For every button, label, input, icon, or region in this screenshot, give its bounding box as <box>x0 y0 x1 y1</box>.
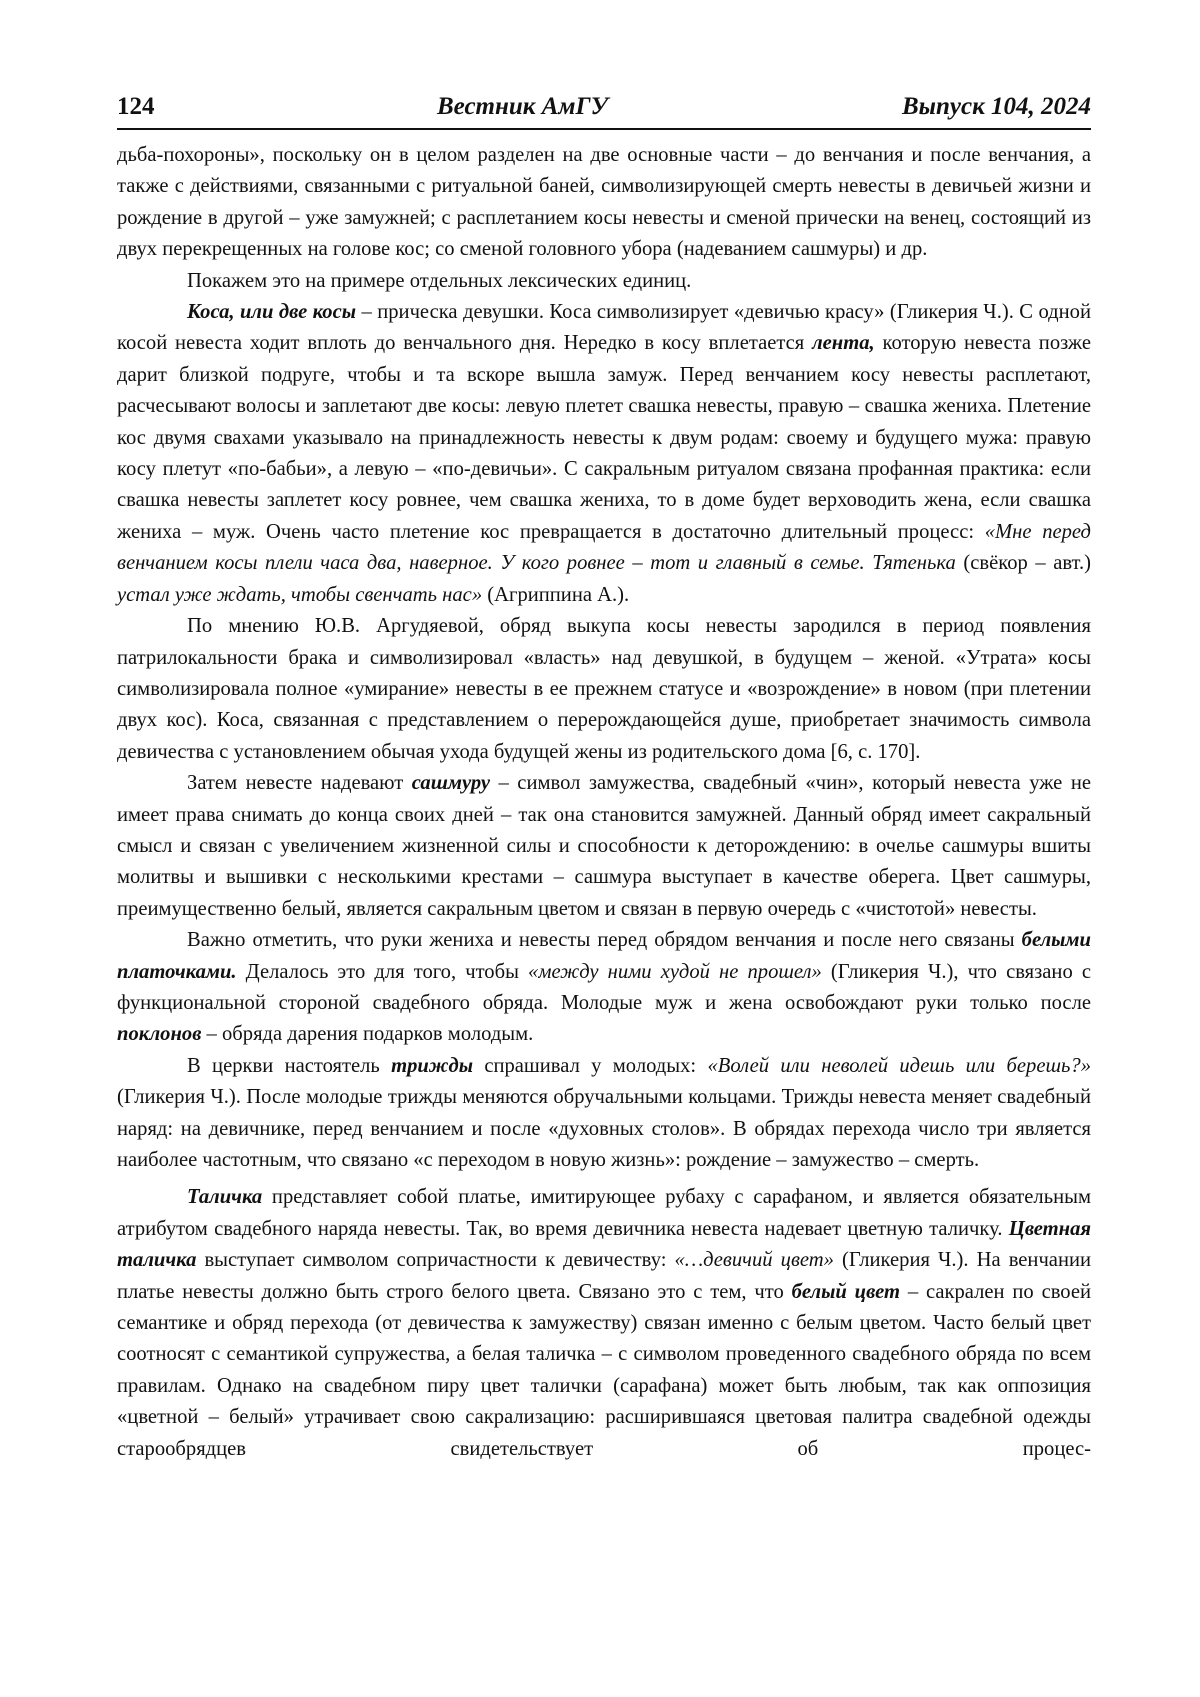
quote-italic: «…девичий цвет» <box>675 1249 834 1271</box>
text-run: выступает символом сопричастности к девичеству: <box>196 1249 674 1271</box>
paragraph-trizhdy <box>117 1051 1091 1177</box>
text-run: Покажем это на примере отдельных лексических единиц. <box>187 270 691 292</box>
term-highlight: поклонов <box>117 1023 201 1045</box>
text-run: (Агриппина А.). <box>482 584 629 606</box>
text-run: (свёкор – авт.) <box>956 552 1091 574</box>
text-run: – символ замужества, свадебный «чин», который невеста уже не имеет права снимать до конца своих дней – так она становится замужней. Данный обряд имеет сакральный смысл и связан с увеличением жизненной силы и способности к деторождению: в очелье сашмуры вшиты молитвы и вышивки с несколькими крестами – сашмура выступает в качестве оберега. Цвет сашмуры, преимущественно белый, является сакральным цветом и связан в первую очередь с «чистотой» невесты. <box>117 772 1091 920</box>
text-run: которую невеста позже дарит близкой подруге, чтобы и та вскоре вышла замуж. Перед венчанием косу невесты расплетают, расчесывают волосы и заплетают две косы: левую плетет свашка невесты, правую – свашка жениха. Плетение кос двумя свахами указывало на принадлежность невесты к двум родам: своему и будущего мужа: правую косу плетут «по-бабьи», а левую – «по-девичьи». С сакральным ритуалом связана профанная практика: если свашка невесты заплетет косу ровнее, чем свашка жениха, то в доме будет верховодить жена, если свашка жениха – муж. Очень часто плетение кос превращается в достаточно длительный процесс: <box>117 332 1091 542</box>
term-highlight: Таличка <box>187 1186 262 1208</box>
text-run: По мнению Ю.В. Аргудяевой, обряд выкупа косы невесты зародился в период появления патрилокальности брака и символизировал «власть» над девушкой, в будущем – женой. «Утрата» косы символизировала полное «умирание» невесты в ее прежнем статусе и «возрождение» в новом (при плетении двух кос). Коса, связанная с представлением о перерождающейся душе, приобретает значимость символа девичества с установлением обычая ухода будущей жены из родительского дома [6, с. 170]. <box>117 615 1091 763</box>
paragraph-argudyaeva <box>117 611 1091 768</box>
journal-title: Вестник АмГУ <box>437 90 608 124</box>
text-run: Важно отметить, что руки жениха и невесты перед обрядом венчания и после него связаны <box>187 929 1022 951</box>
paragraph-platochki <box>117 925 1091 1051</box>
quote-italic: «Мне перед венчанием косы плели часа два, наверное. У кого ровнее – тот и главный в семье. Тятенька <box>117 521 1091 574</box>
term-highlight: сашмуру <box>412 772 490 794</box>
text-run: представляет собой платье, имитирующее рубаху с сарафаном, и является обязательным атрибутом свадебного наряда невесты. Так, во время девичника невеста надевает цветную таличку. <box>117 1186 1091 1239</box>
term-highlight: лента, <box>812 332 875 354</box>
text-run: (Гликерия Ч.). После молодые трижды меняются обручальными кольцами. Трижды невеста меняет свадебный наряд: на девичнике, перед венчанием и после «духовных столов». В обрядах перехода число три является наиболее частотным, что связано «с переходом в новую жизнь»: рождение – замужество – смерть. <box>117 1086 1091 1171</box>
paragraph-kosa <box>117 297 1091 611</box>
text-run: – прическа девушки. Коса символизирует «девичью красу» (Гликерия Ч.). С одной косой невеста ходит вплоть до венчального дня. Нередко в косу вплетается <box>117 301 1091 354</box>
article-body <box>117 140 1091 1465</box>
text-run: В церкви настоятель <box>187 1055 391 1077</box>
text-run: Затем невесте надевают <box>187 772 412 794</box>
term-highlight: Цветная таличка <box>117 1218 1091 1271</box>
term-highlight: белый цвет <box>792 1281 900 1303</box>
text-run: дьба-похороны», поскольку он в целом разделен на две основные части – до венчания и после венчания, а также с действиями, связанными с ритуальной баней, символизирующей смерть невесты в девичьей жизни и рождение в другой – уже замужней; с расплетанием косы невесты и сменой прически на венец, состоящий из двух перекрещенных на голове кос; со сменой головного убора (надеванием сашмуры) и др. <box>117 144 1091 260</box>
term-highlight: белыми платочками. <box>117 929 1091 982</box>
term-highlight: трижды <box>391 1055 473 1077</box>
text-run: – обряда дарения подарков молодым. <box>201 1023 533 1045</box>
paragraph-intro <box>117 266 1091 297</box>
paragraph-continuation <box>117 140 1091 266</box>
quote-italic: устал уже ждать, чтобы свенчать нас» <box>117 584 482 606</box>
text-run: спрашивал у молодых: <box>473 1055 707 1077</box>
text-run: (Гликерия Ч.). На венчании платье невесты должно быть строго белого цвета. Связано это с тем, что <box>117 1249 1091 1302</box>
issue-label: Выпуск 104, 2024 <box>902 90 1091 124</box>
term-highlight: Коса, или две косы <box>187 301 356 323</box>
paragraph-sashmura <box>117 768 1091 925</box>
page-number: 124 <box>117 90 155 124</box>
page-header <box>117 92 1091 130</box>
quote-italic: «между ними худой не прошел» <box>528 961 822 983</box>
paragraph-talichka <box>117 1182 1091 1465</box>
text-run: (Гликерия Ч.), что связано с функциональной стороной свадебного обряда. Молодые муж и жена освобождают руки только после <box>117 961 1091 1014</box>
text-run: Делалось это для того, чтобы <box>237 961 528 983</box>
text-run: – сакрален по своей семантике и обряд перехода (от девичества к замужеству) связан именно с белым цветом. Часто белый цвет соотносят с семантикой супружества, а белая таличка – с символом проведенного свадебного обряда по всем правилам. Однако на свадебном пиру цвет талички (сарафана) может быть любым, так как оппозиция «цветной – белый» утрачивает свою сакрализацию: расширившаяся цветовая палитра свадебной одежды старообрядцев свидетельствует об процес- <box>117 1281 1091 1460</box>
quote-italic: «Волей или неволей идешь или берешь?» <box>707 1055 1091 1077</box>
